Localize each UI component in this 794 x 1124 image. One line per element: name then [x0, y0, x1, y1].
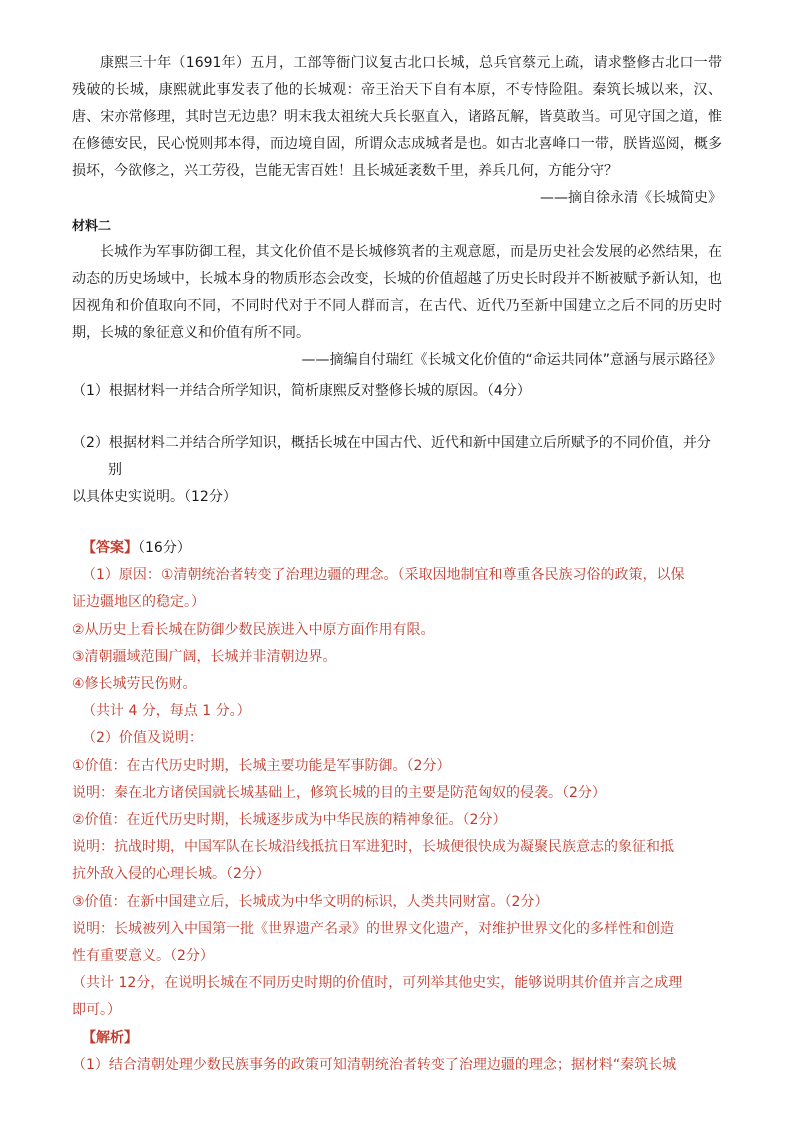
material-two-paragraph: 长城作为军事防御工程，其文化价值不是长城修筑者的主观意愿，而是历史社会发展的必然结果，在动态的历史场域中，长城本身的物质形态会改变，长城的价值超越了历史长时段并不断被赋予新认知，也因视角和价值取向不同，不同时代对于不同人群而言，在古代、近代乃至新中国建立之后不同的历史时期，长城的象征意义和价值有所不同。 [72, 244, 722, 341]
material-one-source: ——摘自徐永清《长城简史》 [540, 190, 722, 206]
analysis-tag: 解析 [96, 1030, 124, 1046]
answer-section [72, 535, 722, 1025]
answer-line: 说明：抗战时期，中国军队在长城沿线抵抗日军进犯时，长城便很快成为凝聚民族意志的象征和抵 [72, 839, 674, 856]
question-one [72, 378, 722, 405]
answer-line: （共计 4 分，每点 1 分。） [82, 703, 251, 720]
material-two-source: ——摘编自付瑞红《长城文化价值的“命运共同体”意涵与展示路径》 [301, 352, 722, 368]
question-two [72, 430, 722, 511]
analysis-tag-open: 【 [82, 1030, 96, 1046]
answer-line: （1）原因：①清朝统治者转变了治理边疆的理念。（采取因地制宜和尊重各民族习俗的政策，以保 [82, 567, 685, 584]
answer-tag: 答案 [96, 540, 124, 556]
answer-tag-close: 】 [124, 540, 138, 556]
material-one [72, 50, 722, 212]
answer-line: ②从历史上看长城在防御少数民族进入中原方面作用有限。 [72, 621, 435, 638]
answer-line: 证边疆地区的稳定。） [72, 594, 205, 611]
question-two-line-2: 别 [108, 462, 122, 478]
answer-line: ③清朝疆域范围广阔，长城并非清朝边界。 [72, 648, 337, 665]
material-two [72, 215, 722, 374]
question-one-text: （1）根据材料一并结合所学知识，简析康熙反对整修长城的原因。（4分） [72, 383, 531, 399]
answer-line: 说明：长城被列入中国第一批《世界遗产名录》的世界文化遗产，对维护世界文化的多样性和创造 [72, 920, 674, 937]
answer-line: 抗外敌入侵的心理长城。（2分） [72, 866, 270, 883]
answer-line: 性有重要意义。（2分） [72, 948, 214, 965]
analysis-heading [72, 1025, 722, 1052]
analysis-tag-close: 】 [124, 1030, 138, 1046]
question-two-line-3: 以具体史实说明。（12分） [72, 489, 237, 505]
answer-heading [72, 535, 722, 562]
answer-line: ①价值：在古代历史时期，长城主要功能是军事防御。（2分） [72, 757, 451, 774]
answer-line: （共计 12分，在说明长城在不同历史时期的价值时，可列举其他史实，能够说明其价值并言之成理 [72, 975, 683, 992]
analysis-line: （1）结合清朝处理少数民族事务的政策可知清朝统治者转变了治理边疆的理念；据材料“秦筑长城 [72, 1057, 677, 1074]
answer-line: 说明：秦在北方诸侯国就长城基础上，修筑长城的目的主要是防范匈奴的侵袭。（2分） [72, 784, 606, 801]
material-two-heading: 材料二 [72, 219, 112, 234]
answer-score: （16分） [138, 540, 191, 556]
answer-line: ②价值：在近代历史时期，长城逐步成为中华民族的精神象征。（2分） [72, 812, 507, 829]
question-two-line-1: （2）根据材料二并结合所学知识，概括长城在中国古代、近代和新中国建立后所赋予的不同价值，并分 [72, 435, 711, 451]
answer-line: ④修长城劳民伤财。 [72, 676, 197, 693]
answer-line: （2）价值及说明： [82, 730, 203, 747]
answer-line: 即可。） [72, 1002, 121, 1019]
answer-line: ③价值：在新中国建立后，长城成为中华文明的标识，人类共同财富。（2分） [72, 893, 549, 910]
answer-tag-open: 【 [82, 540, 96, 556]
material-one-paragraph: 康熙三十年（1691年）五月，工部等衙门议复古北口长城，总兵官蔡元上疏，请求整修古北口一带残破的长城，康熙就此事发表了他的长城观：帝王治天下自有本原，不专恃险阻。秦筑长城以来，汉、唐、宋亦常修理，其时岂无边患？明末我太祖统大兵长驱直入，诸路瓦解，皆莫敢当。可见守国之道，惟在修德安民，民心悦则邦本得，而边境自固，所谓众志成城者是也。如古北喜峰口一带，朕皆巡阅，概多损坏，今欲修之，兴工劳役，岂能无害百姓！且长城延袤数千里，养兵几何，方能分守？ [72, 55, 722, 179]
analysis-section [72, 1025, 722, 1079]
